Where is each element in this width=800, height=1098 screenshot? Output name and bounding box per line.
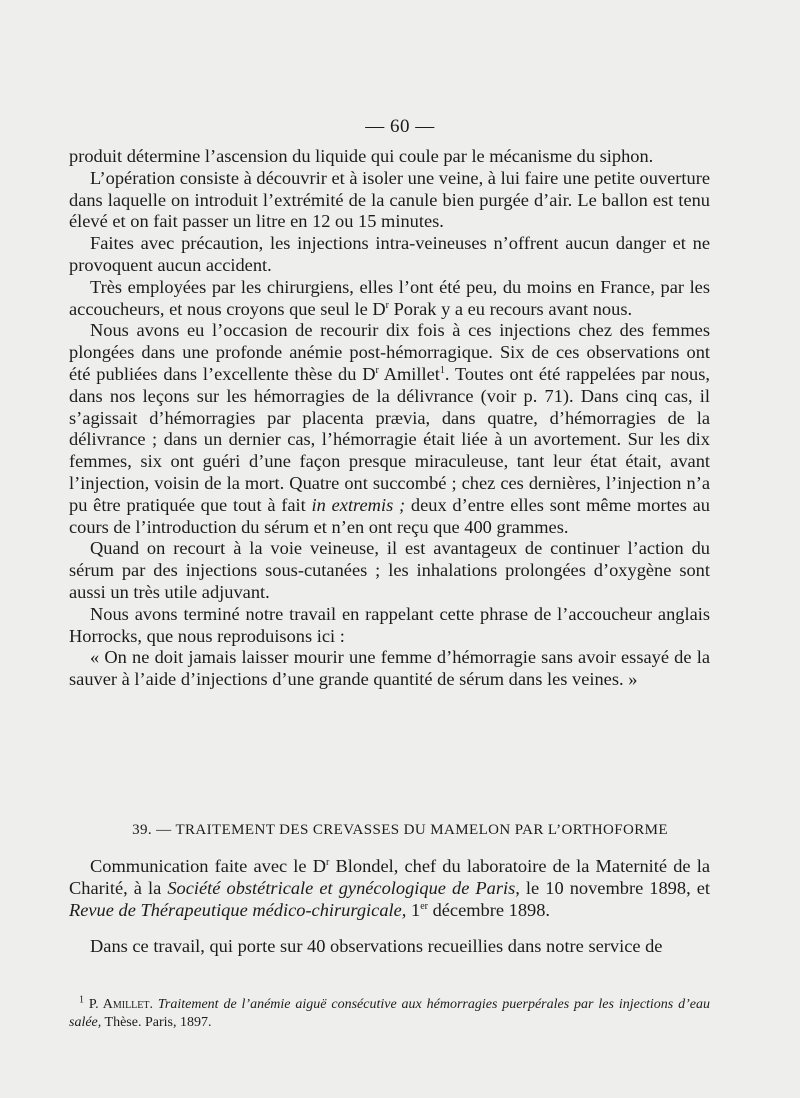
footnote-title: Traitement de l’anémie aiguë consécutive aux hémorragies puerpérales par les injections d’eau salée,: [69, 997, 711, 1030]
footnote-reference: 1: [439, 364, 445, 376]
section-text: [69, 855, 710, 957]
paragraph-5: Nous avons eu l’occasion de recourir dix fois à ces injections chez des femmes plongées dans une profonde anémie post-hémorragique. Six de ces observations ont été publiées dans l’excellente thèse du $D^r$ Amillet$^1$. Toutes ont été rappelées par nous, dans nos leçons sur les hémorragies de la délivrance (voir p. 71). Dans cinq cas, il s’agissait d’hémorragies par placenta prævia, dans quatre, d’hémorragies de la délivrance ; dans un dernier cas, l’hémorragie était liée à un avortement. Sur les dix femmes, six ont guéri d’une façon presque miraculeuse, tant leur état était, avant l’injection, voisin de la mort. Quatre ont succombé ; chez ces dernières, l’injection n’a pu être pratiquée que tout à fait in extremis ; deux d’entre elles sont même mortes au cours de l’introduction du sérum et n’en ont reçu que 400 grammes.: [69, 320, 710, 537]
main-text: [69, 146, 710, 691]
paragraph-3: Faites avec précaution, les injections intra-veineuses n’offrent aucun danger et ne provoquent aucun accident.: [69, 233, 710, 275]
section-paragraph-1: Communication faite avec le $D^r$ Blondel, chef du laboratoire de la Maternité de la Charité, à la Société obstétricale et gynécologique de Paris, le 10 novembre 1898, et Revue de Thérapeutique médico-chirurgicale, 1er décembre 1898.: [69, 856, 711, 920]
footnote-author: P. Amillet.: [88, 997, 153, 1012]
quotation: « On ne doit jamais laisser mourir une femme d’hémorragie sans avoir essayé de la sauver à l’aide d’injections d’une grande quantité de sérum dans les veines. »: [69, 647, 710, 690]
section-paragraph-2: Dans ce travail, qui porte sur 40 observations recueillies dans notre service de: [90, 936, 663, 956]
section-heading: 39. — TRAITEMENT DES CREVASSES DU MAMELON PAR L’ORTHOFORME: [132, 822, 668, 838]
footnote-mark: 1: [79, 994, 84, 1006]
paragraph-4: Très employées par les chirurgiens, elles l’ont été peu, du moins en France, par les accoucheurs, et nous croyons que seul le $D^r$ Porak y a eu recours avant nous.: [69, 276, 710, 319]
paragraph-2: L’opération consiste à découvrir et à isoler une veine, à lui faire une petite ouverture dans laquelle on introduit l’extrémité de la canule bien purgée d’air. Le ballon est tenu élevé et on fait passer un litre en 12 ou 15 minutes.: [69, 167, 710, 232]
footnote-text: $^1$ P. Amillet. Traitement de l’anémie aiguë consécutive aux hémorragies puerpérales par les injections d’eau salée, Thèse. Paris, 1897.: [69, 994, 711, 1030]
paragraph-7: Nous avons terminé notre travail en rappelant cette phrase de l’accoucheur anglais Horrocks, que nous reproduisons ici :: [69, 603, 710, 646]
paragraph-6: Quand on recourt à la voie veineuse, il est avantageux de continuer l’action du sérum par des injections sous-cutanées ; les inhalations prolongées d’oxygène sont aussi un très utile adjuvant.: [69, 538, 710, 602]
page-number: — 60 —: [365, 116, 435, 137]
footnote: [69, 996, 710, 1032]
paragraph-1: produit détermine l’ascension du liquide qui coule par le mécanisme du siphon.: [69, 146, 654, 166]
